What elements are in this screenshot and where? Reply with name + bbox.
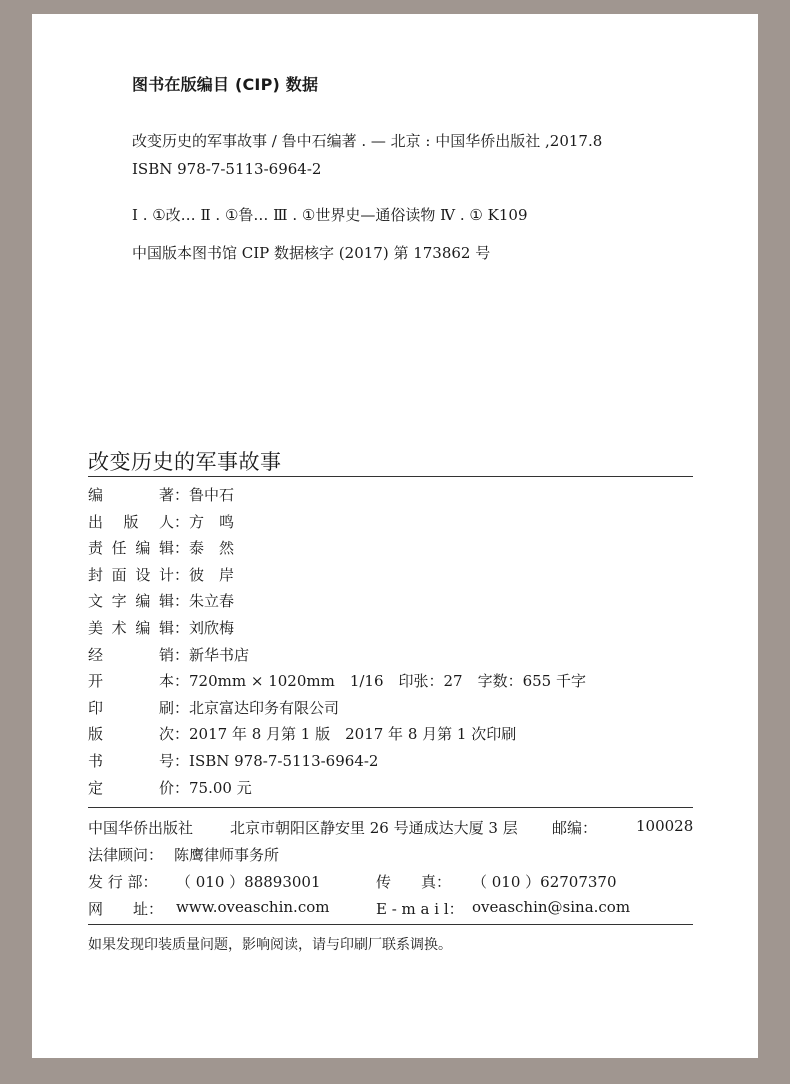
sales-label: 发 行 部： — [88, 873, 158, 891]
info-value: 刘欣梅 — [189, 619, 235, 637]
contact-rule — [88, 924, 693, 925]
info-colon: ： — [174, 619, 190, 637]
info-colon: ： — [174, 539, 190, 558]
info-row — [88, 697, 339, 723]
cip-heading: 图书在版编目 (CIP) 数据 — [132, 75, 319, 94]
info-row — [88, 537, 234, 563]
info-label: 版次 — [88, 725, 174, 744]
cip-record-line: 中国版本图书馆 CIP 数据核字 (2017) 第 173862 号 — [132, 244, 491, 262]
legal-label: 法律顾问： — [88, 846, 164, 864]
info-row — [88, 750, 378, 776]
info-value: ISBN 978-7-5113-6964-2 — [189, 752, 379, 770]
info-row — [88, 723, 516, 749]
info-label: 编著 — [88, 486, 174, 504]
info-colon: ： — [174, 645, 190, 664]
info-row — [88, 564, 234, 590]
info-value: 朱立春 — [189, 592, 235, 611]
fax-label: 传 真： — [376, 873, 452, 891]
info-label: 封面设计 — [88, 565, 174, 584]
web-row — [88, 898, 693, 920]
publisher-address: 北京市朝阳区静安里 26 号通成达大厦 3 层 — [230, 819, 518, 837]
info-label: 美术编辑 — [88, 619, 174, 637]
copyright-page — [32, 14, 758, 1058]
info-label: 开本 — [88, 672, 174, 691]
info-value: 75.00 元 — [189, 778, 252, 797]
quality-notice: 如果发现印装质量问题，影响阅读，请与印刷厂联系调换。 — [88, 937, 452, 953]
sales-row — [88, 871, 693, 893]
info-rule — [88, 807, 693, 808]
web-label: 网 址： — [88, 900, 164, 918]
info-colon: ： — [174, 565, 190, 584]
info-colon: ： — [174, 592, 190, 611]
info-row — [88, 511, 234, 537]
info-label: 出版人 — [88, 512, 174, 531]
info-row — [88, 777, 252, 803]
info-value: 2017 年 8 月第 1 版 2017 年 8 月第 1 次印刷 — [189, 725, 517, 744]
info-label: 定价 — [88, 778, 174, 797]
info-colon: ： — [174, 486, 190, 504]
info-label: 印刷 — [88, 698, 174, 717]
cip-catalog-line: 改变历史的军事故事 / 鲁中石编著 . — 北京 : 中国华侨出版社 ,2017.8 — [132, 132, 603, 150]
info-colon: ： — [174, 725, 190, 744]
website-link[interactable]: www.oveaschin.com — [176, 898, 330, 916]
sales-phone: （ 010 ）88893001 — [176, 873, 321, 891]
cip-isbn-line: ISBN 978-7-5113-6964-2 — [132, 160, 322, 178]
info-value: 北京富达印务有限公司 — [189, 698, 340, 717]
fax-value: （ 010 ）62707370 — [472, 873, 617, 891]
info-colon: ： — [174, 778, 190, 797]
legal-row — [88, 844, 693, 866]
info-row — [88, 484, 234, 510]
publisher-name: 中国华侨出版社 — [88, 819, 194, 837]
info-label: 书号 — [88, 752, 174, 770]
cip-classification-line: Ⅰ . ①改… Ⅱ . ①鲁… Ⅲ . ①世界史—通俗读物 Ⅳ . ① K109 — [132, 206, 528, 224]
info-value: 新华书店 — [189, 645, 250, 664]
info-row — [88, 670, 586, 696]
postcode-value: 100028 — [636, 817, 694, 835]
info-value: 泰 然 — [189, 539, 235, 558]
info-colon: ： — [174, 672, 190, 691]
email-link[interactable]: oveaschin@sina.com — [472, 898, 631, 916]
info-value: 720mm × 1020mm 1/16 印张：27 字数：655 千字 — [189, 672, 586, 691]
info-value: 彼 岸 — [189, 565, 235, 584]
legal-value: 陈鹰律师事务所 — [174, 846, 280, 864]
book-title: 改变历史的军事故事 — [88, 450, 282, 474]
title-rule — [88, 476, 693, 477]
info-colon: ： — [174, 698, 190, 717]
info-value: 鲁中石 — [189, 486, 235, 504]
info-row — [88, 617, 234, 643]
info-label: 责任编辑 — [88, 539, 174, 558]
email-label: E - m a i l： — [376, 900, 464, 918]
info-row — [88, 590, 234, 616]
info-label: 文字编辑 — [88, 592, 174, 611]
postcode-label: 邮编： — [552, 819, 598, 837]
info-colon: ： — [174, 752, 190, 770]
info-row — [88, 644, 249, 670]
publisher-row — [88, 817, 693, 839]
info-value: 方 鸣 — [189, 512, 235, 531]
info-colon: ： — [174, 512, 190, 531]
info-label: 经销 — [88, 645, 174, 664]
